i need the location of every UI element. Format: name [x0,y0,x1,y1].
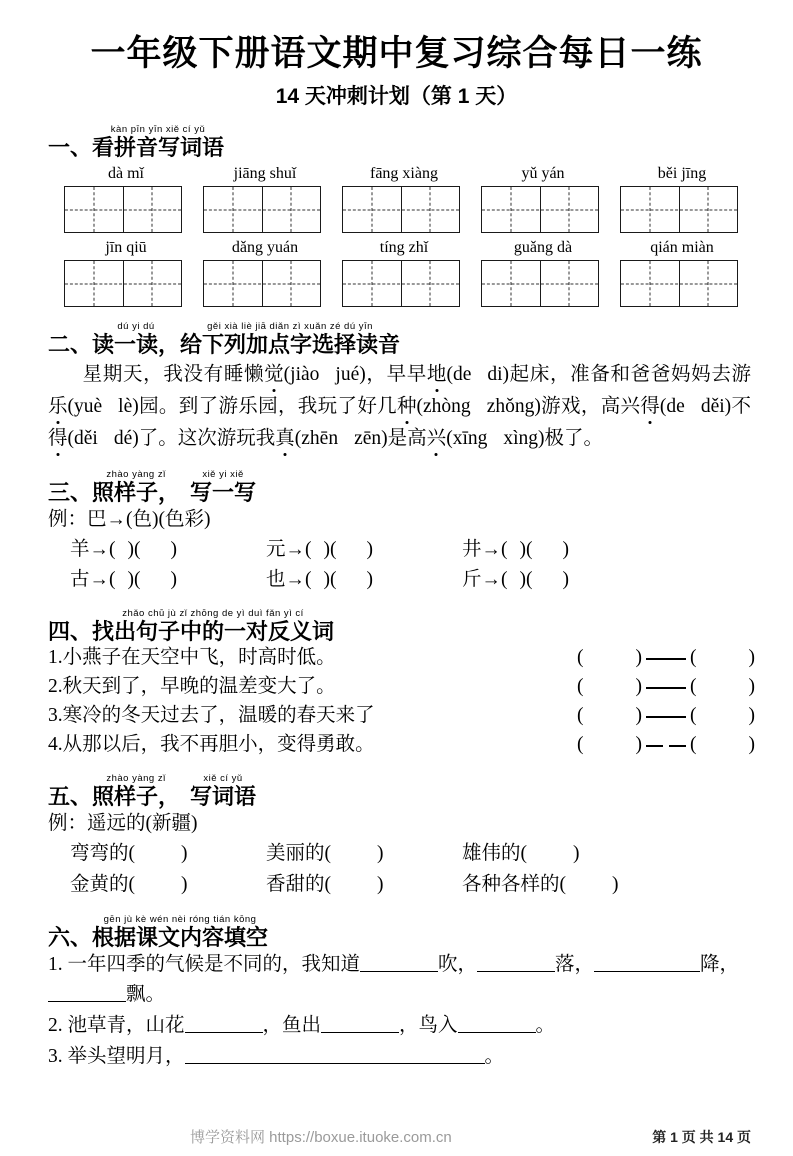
pinyin-label: guǎng dà [513,239,573,257]
section-3-pinyin-a: zhào yàng zǐ [92,469,181,481]
sentence-text: 2.秋天到了，早晚的温差变大了。 [48,676,336,698]
fill-text: 飘。 [126,984,166,1006]
char-exercise[interactable]: 斤→( )( ) [462,569,570,591]
passage-text: 星期天，我没有睡懒 [82,364,265,386]
section-1-heading [48,124,793,159]
fill-blank-item-2 [0,1011,793,1041]
section-2-title-b: 给下列加点字选择读音gěi xià liè jiā diǎn zì xuǎn zé dú yīn [180,321,401,358]
blank-line[interactable] [664,952,700,972]
blank-line[interactable] [185,1013,263,1033]
section-5-pinyin-a: zhào yàng zǐ [92,773,181,785]
passage-text: 起床，准备和爸爸妈妈去游 [509,364,751,386]
passage-text: 了。这次游玩我 [138,428,276,450]
section-1-pinyin: kàn pīn yīn xiě cí yǔ [92,124,225,136]
fill-text: 1. 一年四季的气候是不同的，我知道 [48,954,361,976]
section-2-pinyin-b: gěi xià liè jiā diǎn zì xuǎn zé dú yīn [180,321,401,333]
fill-text: 3. 举头望明月， [48,1046,185,1068]
fill-text: ，鸟入 [399,1015,458,1037]
pinyin-label: dǎng yuán [231,239,299,257]
section-2-number: 二、 [48,332,93,358]
pinyin-label: fāng xiàng [370,165,438,183]
section-3-title-b: 写一写xiě yi xiě [190,469,257,506]
section-5-example: 例：遥远的(新疆) [48,813,198,835]
section-3-heading [48,469,793,504]
sentence-text: 3.寒冷的冬天过去了，温暖的春天来了 [48,705,375,727]
tianzige-box[interactable] [620,260,738,307]
blank-line[interactable] [458,1013,536,1033]
worksheet-page [0,34,793,1156]
dotted-char: 兴 [427,423,447,455]
section-2-heading [48,321,793,356]
pinyin-choice[interactable]: (děi dé) [67,428,139,450]
tianzige-box[interactable] [342,260,460,307]
pinyin-grid-cell [620,165,744,233]
section-1-number: 一、 [48,135,93,161]
fill-blank-item-3 [0,1042,793,1072]
antonym-answer[interactable]: ( ) ( ) [577,705,755,727]
sentence-text: 1.小燕子在天空中飞，时高时低。 [48,647,336,669]
section-3-row-1 [0,535,793,564]
section-5 [0,773,793,808]
tianzige-box[interactable] [64,260,182,307]
blank-line[interactable] [321,1013,399,1033]
section-3-pinyin-b: xiě yi xiě [190,469,257,481]
section-3-example: 例：巴→(色)(色彩) [48,509,211,531]
fill-blank-item-1 [0,950,793,1010]
section-6-heading [48,914,793,949]
fill-text: 降， [700,954,740,976]
antonym-item [0,672,793,701]
word-exercise[interactable]: 各种各样的( ) [462,874,619,896]
passage-text: 是高 [387,428,427,450]
page-subtitle: 14 天冲刺计划（第 1 天） [275,85,518,109]
section-4-heading [48,608,793,643]
section-4-title: 找出句子中的一对反义词zhǎo chū jù zǐ zhōng de yì duì fǎn yì cí [92,608,335,645]
section-5-row-2 [0,870,793,900]
char-exercise[interactable]: 羊→( )( ) [70,539,178,561]
fill-text: 2. 池草青，山花 [48,1015,185,1037]
antonym-item [0,643,793,672]
pinyin-label: běi jīng [657,165,707,183]
antonym-answer[interactable]: ( ) ( ) [577,734,755,756]
section-3-row-2 [0,565,793,594]
word-exercise[interactable]: 弯弯的( ) [70,843,188,865]
fill-text: 吹， [438,954,478,976]
dotted-char: 觉 [264,359,284,391]
section-5-title-a: 照样子，zhào yàng zǐ [92,773,181,810]
section-5-number: 五、 [48,784,93,810]
reading-passage [0,359,793,455]
antonym-item [0,730,793,759]
section-3-title-a: 照样子，zhào yàng zǐ [92,469,181,506]
section-4-number: 四、 [48,619,93,645]
pinyin-label: tíng zhǐ [379,239,429,257]
word-exercise[interactable]: 金黄的( ) [70,874,188,896]
passage-text: 极了。 [544,428,604,450]
watermark: 博学资料网 https://boxue.ituoke.com.cn [190,1129,452,1146]
section-5-heading [48,773,793,808]
word-exercise[interactable]: 美丽的( ) [266,843,384,865]
char-exercise[interactable]: 也→( )( ) [266,569,374,591]
pinyin-grid-row-2 [0,239,793,307]
section-2-pinyin-a: dú yi dú [92,321,181,333]
pinyin-label: jiāng shuǐ [233,165,297,183]
section-5-pinyin-b: xiě cí yǔ [190,773,257,785]
passage-text: 园。到了游乐园，我玩了好几 [138,396,398,418]
antonym-item [0,701,793,730]
tianzige-box[interactable] [620,186,738,233]
section-4 [0,608,793,643]
pinyin-grid-cell [481,239,605,307]
pinyin-choice[interactable]: (zhēn zēn) [294,428,388,450]
section-1-title: 看拼音写词语kàn pīn yīn xiě cí yǔ [92,124,225,161]
pinyin-label: dà mǐ [108,165,144,183]
tianzige-box[interactable] [342,186,460,233]
fill-text: 。 [535,1015,556,1037]
page-footer: 第 1 页 共 14 页 [652,1129,751,1145]
dotted-char: 真 [275,423,295,455]
section-4-pinyin: zhǎo chū jù zǐ zhōng de yì duì fǎn yì cí [92,608,335,620]
antonym-answer[interactable]: ( ) ( ) [577,647,755,669]
section-3-number: 三、 [48,480,93,506]
pinyin-grid-cell [203,165,327,233]
passage-text: 游戏，高兴 [540,396,641,418]
dotted-char: 得 [640,391,660,423]
pinyin-grid-cell [342,239,466,307]
pinyin-grid-cell [203,239,327,307]
fill-text: 落， [555,954,595,976]
pinyin-grid-cell [481,165,605,233]
fill-text: ，鱼出 [262,1015,322,1037]
pinyin-label: yǔ yán [521,165,565,183]
pinyin-choice[interactable]: (zhòng zhǒng) [416,396,541,418]
connector-line [646,687,686,689]
section-6-pinyin: gēn jù kè wén nèi róng tián kōng [92,914,269,926]
connector-line [646,658,686,660]
connector-line [646,742,686,749]
connector-line [646,716,686,718]
section-5-title-b: 写词语xiě cí yǔ [190,773,257,810]
char-exercise[interactable]: 井→( )( ) [462,539,570,561]
tianzige-box[interactable] [203,186,321,233]
pinyin-choice[interactable]: (xīng xìng) [446,428,545,450]
blank-line[interactable] [594,952,664,972]
char-exercise[interactable]: 古→( )( ) [70,569,178,591]
word-exercise[interactable]: 雄伟的( ) [462,843,580,865]
page-title: 一年级下册语文期中复习综合每日一练 [90,34,703,73]
section-6-title: 根据课文内容填空gēn jù kè wén nèi róng tián kōng [92,914,269,951]
blank-line[interactable] [48,982,126,1002]
passage-text: ，早早 [365,364,427,386]
antonym-answer[interactable]: ( ) ( ) [577,676,755,698]
section-3 [0,469,793,504]
pinyin-label: qián miàn [650,239,714,257]
pinyin-choice[interactable]: (jiào jué) [283,364,366,386]
tianzige-box[interactable] [481,186,599,233]
pinyin-grid-cell [620,239,744,307]
dotted-char: 得 [48,423,68,455]
pinyin-grid-cell [64,239,188,307]
section-6 [0,914,793,949]
section-2-title-a: 读一读，dú yi dú [92,321,181,358]
pinyin-grid-row-1 [0,165,793,233]
dotted-char: 种 [397,391,417,423]
pinyin-choice[interactable]: (de di) [446,364,510,386]
section-6-number: 六、 [48,925,93,951]
pinyin-label: jīn qiū [105,239,147,257]
char-exercise[interactable]: 元→( )( ) [266,539,374,561]
dotted-char: 乐 [48,391,68,423]
tianzige-box[interactable] [203,260,321,307]
blank-line[interactable] [477,952,555,972]
passage-text: 不 [731,396,751,418]
word-exercise[interactable]: 香甜的( ) [266,874,384,896]
fill-text: 。 [484,1046,505,1068]
pinyin-grid-cell [64,165,188,233]
pinyin-choice[interactable]: (yuè lè) [67,396,139,418]
section-1 [0,124,793,159]
sentence-text: 4.从那以后，我不再胆小，变得勇敢。 [48,734,375,756]
blank-line[interactable] [360,952,438,972]
pinyin-choice[interactable]: (de děi) [659,396,732,418]
tianzige-box[interactable] [64,186,182,233]
dotted-char: 地 [427,359,447,391]
section-5-row-1 [0,839,793,869]
tianzige-box[interactable] [481,260,599,307]
blank-line[interactable] [185,1044,485,1064]
pinyin-grid-cell [342,165,466,233]
section-2 [0,321,793,356]
